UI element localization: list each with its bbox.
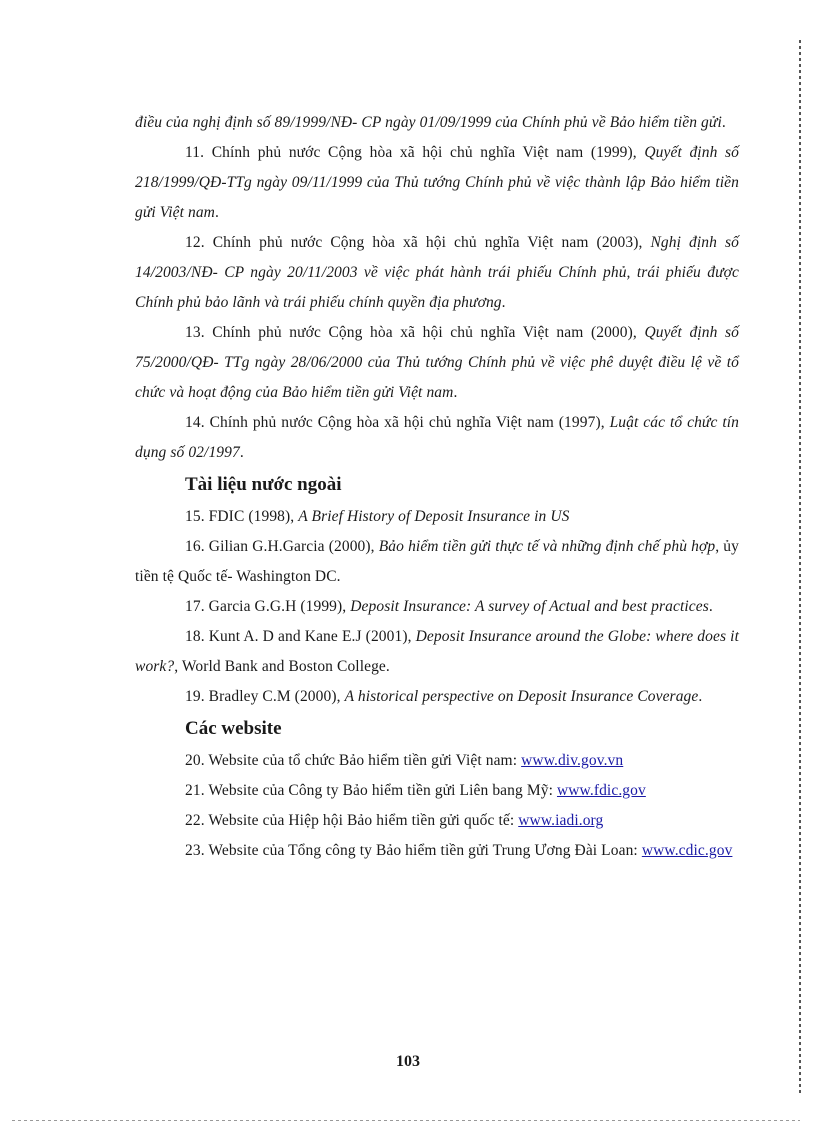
reference-end: . [698, 688, 703, 705]
reference-item [135, 108, 739, 138]
reference-item [135, 682, 739, 712]
website-link-div[interactable]: www.div.gov.vn [521, 752, 624, 769]
reference-item [135, 408, 739, 468]
reference-end: . [721, 114, 726, 131]
website-description: Website của Hiệp hội Bảo hiểm tiền gửi quốc tế: [208, 812, 515, 829]
reference-end: . [501, 294, 506, 311]
reference-item [135, 592, 739, 622]
reference-source: FDIC (1998), [208, 508, 295, 525]
website-description: Website của Công ty Bảo hiểm tiền gửi Liên bang Mỹ: [208, 782, 553, 799]
reference-number: 15. [185, 508, 205, 525]
reference-number: 13. [185, 324, 205, 341]
reference-end: . [239, 444, 244, 461]
reference-number: 19. [185, 688, 205, 705]
reference-title: Bảo hiểm tiền gửi thực tế và những định chế phù hợp [378, 538, 716, 555]
reference-item [135, 228, 739, 318]
reference-title: Nghị định số 14/2003/NĐ- CP ngày 20/11/2003 về việc phát hành trái phiếu Chính phủ, trái phiếu được Chính phủ bảo lãnh và trái phiếu chính quyền địa phương [135, 234, 740, 311]
website-item [135, 776, 739, 806]
reference-title: Quyết định số 218/1999/QĐ-TTg ngày 09/11/1999 của Thủ tướng Chính phủ về việc thành lập Bảo hiểm tiền gửi Việt nam [135, 144, 739, 221]
reference-item [135, 138, 739, 228]
reference-source: Bradley C.M (2000), [208, 688, 341, 705]
reference-title: Luật các tổ chức tín dụng số 02/1997 [135, 414, 739, 461]
reference-source: Chính phủ nước Cộng hòa xã hội chủ nghĩa Việt nam (1997), [209, 414, 605, 431]
website-link-fdic[interactable]: www.fdic.gov [556, 782, 646, 799]
reference-number: 23. [185, 842, 205, 859]
reference-number: 20. [185, 752, 205, 769]
reference-number: 21. [185, 782, 205, 799]
reference-source: Chính phủ nước Cộng hòa xã hội chủ nghĩa Việt nam (1999), [211, 144, 637, 161]
reference-number: 11. [185, 144, 205, 161]
reference-title: điều của nghị định số 89/1999/NĐ- CP ngày 01/09/1999 của Chính phủ về Bảo hiểm tiền gửi [135, 114, 722, 131]
website-link-cdic[interactable]: www.cdic.gov [641, 842, 733, 859]
reference-end: . [708, 598, 713, 615]
reference-source: Chính phủ nước Cộng hòa xã hội chủ nghĩa Việt nam (2000), [212, 324, 637, 341]
page-frame-right-border [799, 40, 801, 1095]
reference-title: A historical perspective on Deposit Insurance Coverage [344, 688, 699, 705]
reference-end: . [214, 204, 219, 221]
reference-number: 14. [185, 414, 205, 431]
reference-number: 18. [185, 628, 205, 645]
reference-end: . [453, 384, 458, 401]
reference-end: , World Bank and Boston College. [174, 658, 390, 675]
reference-title: Quyết định số 75/2000/QĐ- TTg ngày 28/06/2000 của Thủ tướng Chính phủ về việc phê duyệt điều lệ về tổ chức và hoạt động của Bảo hiểm tiền gửi Việt nam [135, 324, 739, 401]
reference-source: Gilian G.H.Garcia (2000), [208, 538, 375, 555]
reference-item [135, 622, 739, 682]
reference-number: 17. [185, 598, 205, 615]
reference-number: 12. [185, 234, 205, 251]
reference-source: Garcia G.G.H (1999), [208, 598, 347, 615]
website-description: Website của Tổng công ty Bảo hiểm tiền gửi Trung Ương Đài Loan: [208, 842, 638, 859]
page-number: 103 [396, 1053, 420, 1070]
section-heading-websites: Các website [185, 718, 282, 739]
reference-end: , ủy tiền tệ Quốc tế- Washington DC. [135, 538, 739, 585]
reference-item [135, 318, 739, 408]
reference-number: 22. [185, 812, 205, 829]
reference-source: Chính phủ nước Cộng hòa xã hội chủ nghĩa Việt nam (2003), [212, 234, 643, 251]
website-item [135, 836, 739, 866]
website-item [135, 806, 739, 836]
section-heading-foreign-references: Tài liệu nước ngoài [185, 474, 342, 495]
reference-title: Deposit Insurance around the Globe: where does it work? [135, 628, 739, 675]
page-content [135, 108, 739, 866]
reference-number: 16. [185, 538, 205, 555]
website-link-iadi[interactable]: www.iadi.org [518, 812, 604, 829]
reference-source: Kunt A. D and Kane E.J (2001), [208, 628, 412, 645]
page-frame-bottom-border [12, 1120, 800, 1121]
reference-title: A Brief History of Deposit Insurance in US [298, 508, 570, 525]
website-description: Website của tổ chức Bảo hiểm tiền gửi Việt nam: [208, 752, 518, 769]
reference-item [135, 502, 739, 532]
reference-title: Deposit Insurance: A survey of Actual and best practices [350, 598, 709, 615]
reference-item [135, 532, 739, 592]
website-item [135, 746, 739, 776]
